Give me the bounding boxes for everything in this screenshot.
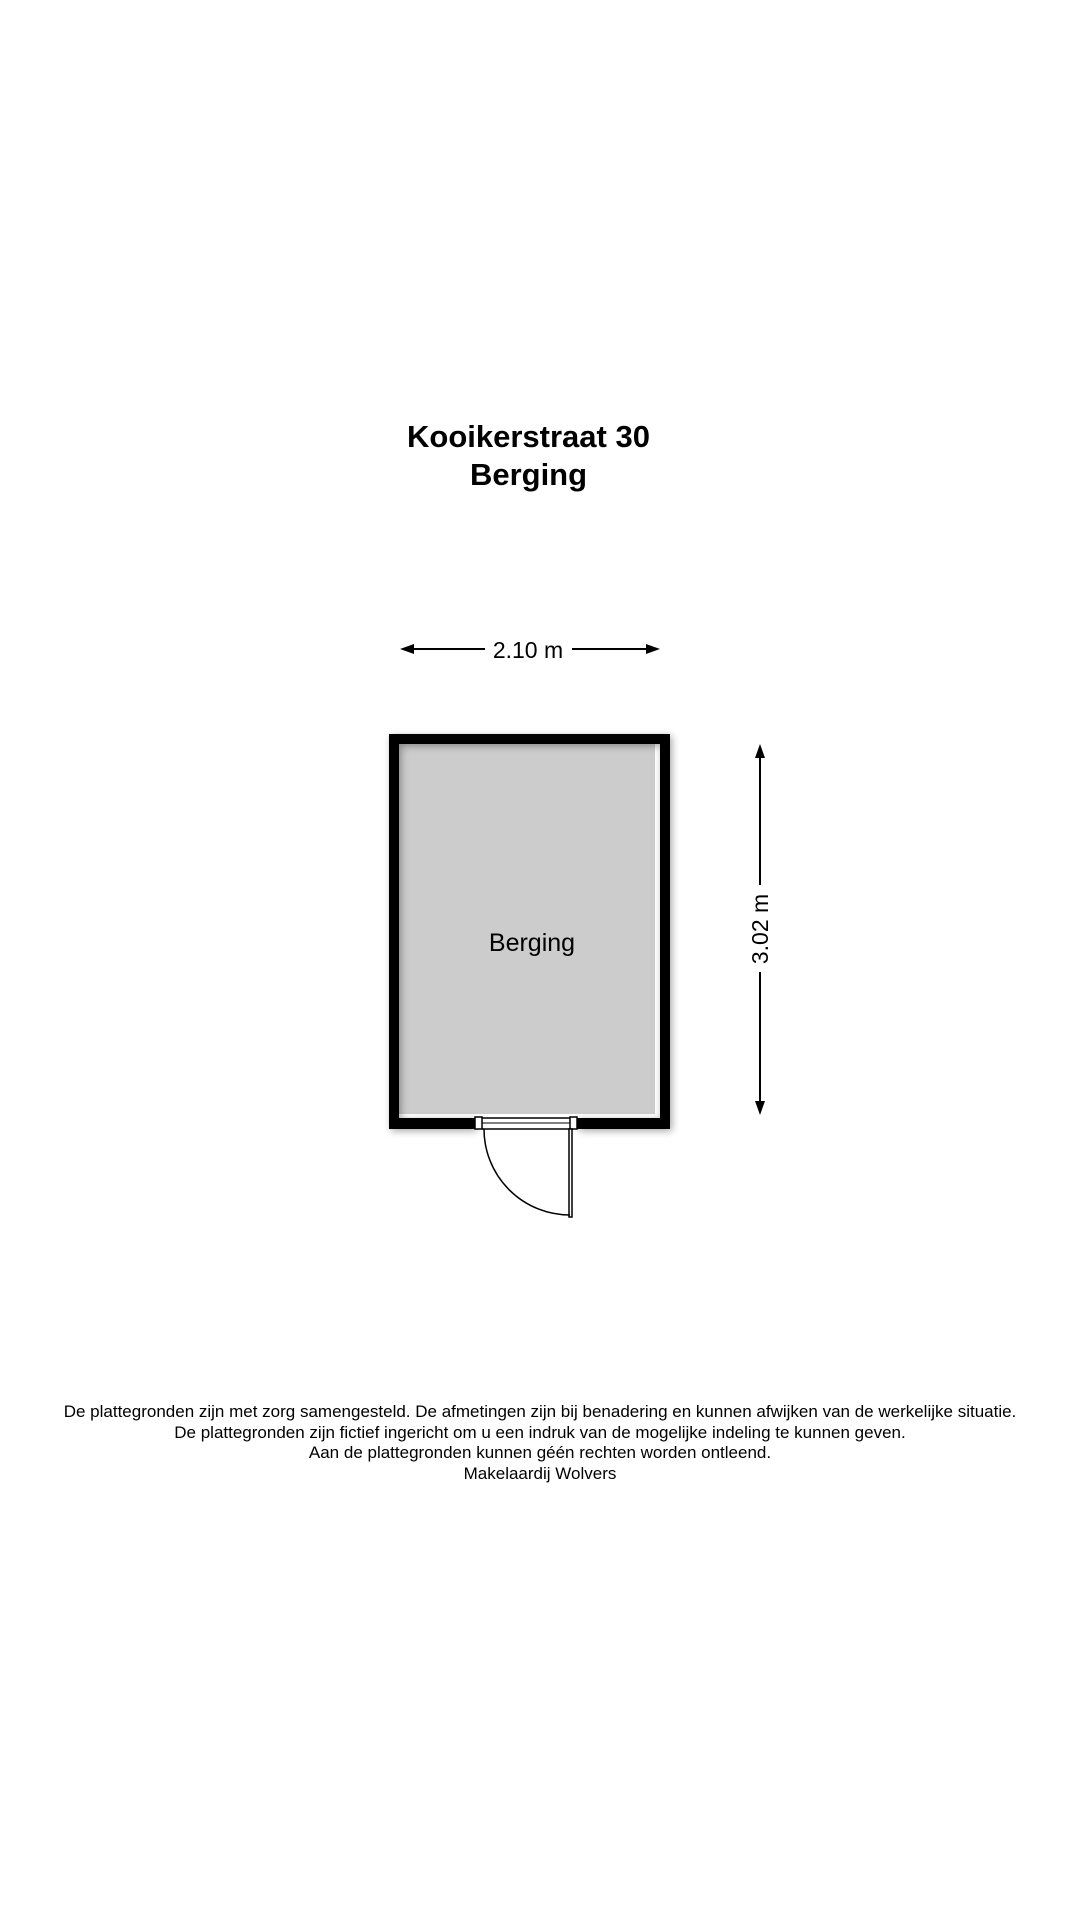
door (475, 1117, 577, 1217)
disclaimer (0, 1402, 1080, 1484)
door-jamb-left (475, 1117, 482, 1129)
depth-dimension-arrow-bottom (755, 1101, 765, 1115)
depth-dimension-label: 3.02 m (747, 893, 773, 965)
depth-dimension (747, 744, 773, 1115)
width-dimension-arrow-left (400, 644, 414, 654)
disclaimer-line-3: Aan de plattegronden kunnen géén rechten worden ontleend. (308, 1443, 772, 1462)
depth-dimension-arrow-top (755, 744, 765, 758)
disclaimer-line-4: Makelaardij Wolvers (463, 1463, 617, 1483)
door-swing-arc (484, 1129, 570, 1215)
width-dimension (400, 637, 660, 663)
room-berging (389, 734, 670, 1129)
width-dimension-arrow-right (646, 644, 660, 654)
floor-title: Berging (469, 457, 588, 492)
disclaimer-line-2: De plattegronden zijn fictief ingericht om u een indruk van de mogelijke indeling te kunnen geven. (174, 1422, 906, 1442)
door-jamb-right (570, 1117, 577, 1129)
address-title: Kooikerstraat 30 (407, 419, 650, 454)
width-dimension-label: 2.10 m (492, 637, 564, 663)
disclaimer-line-1: De plattegronden zijn met zorg samengesteld. De afmetingen zijn bij benadering en kunnen afwijken van de werkelijke situatie. (63, 1402, 1017, 1421)
room-floor (392, 742, 655, 1114)
room-label: Berging (488, 929, 576, 957)
door-leaf (569, 1129, 572, 1217)
